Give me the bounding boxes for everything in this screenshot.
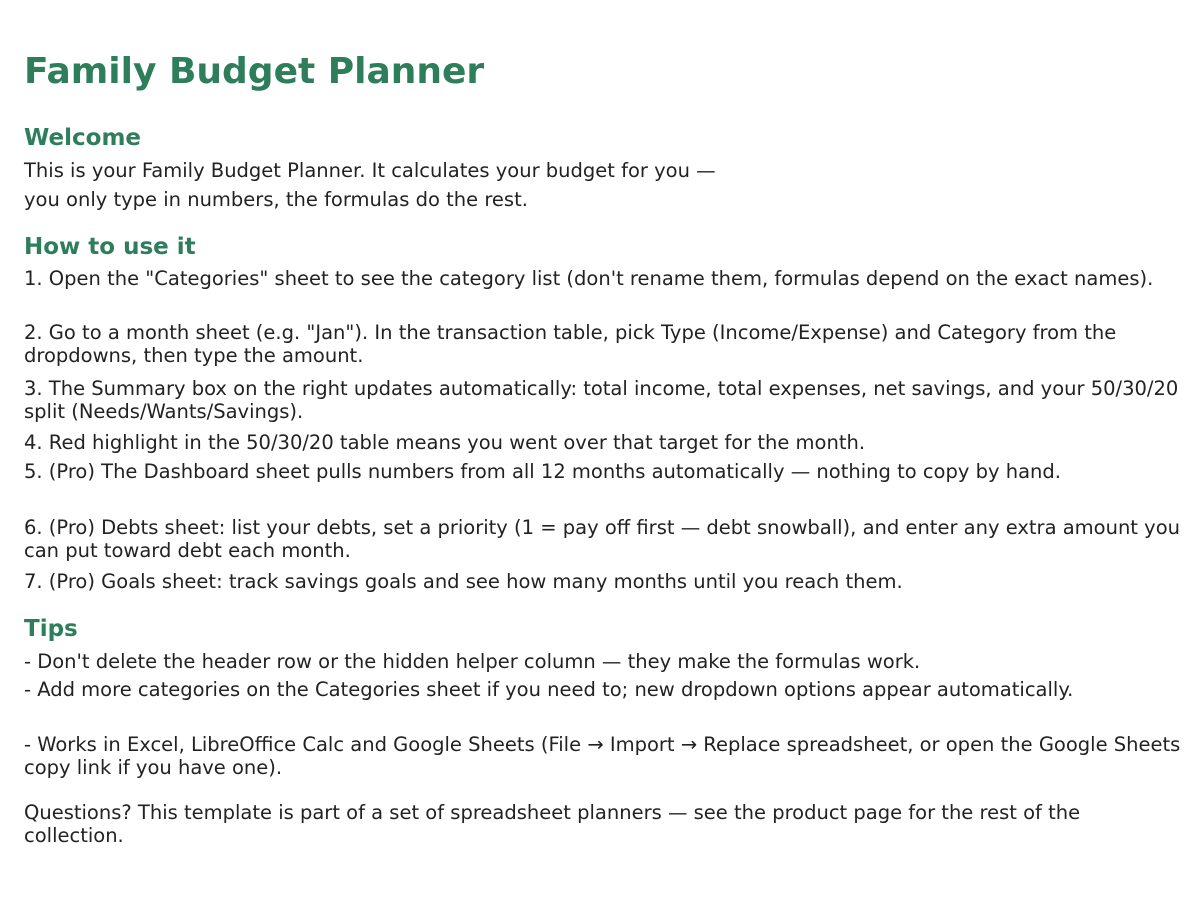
tip-item-2: - Add more categories on the Categories sheet if you need to; new dropdown options appear automatically. [24,678,1074,701]
how-to-step-3: 3. The Summary box on the right updates automatically: total income, total expenses, net savings, and your 50/30/20 split (Needs/Wants/Savings). [24,377,1179,423]
welcome-heading: Welcome [24,125,142,151]
tips-heading: Tips [24,616,78,642]
how-to-step-5: 5. (Pro) The Dashboard sheet pulls numbers from all 12 months automatically — nothing to copy by hand. [24,460,1061,483]
document-title: Family Budget Planner [24,51,485,92]
tip-item-3: - Works in Excel, LibreOffice Calc and Google Sheets (File → Import → Replace spreadsheet, or open the Google Sheets copy link if you have one). [24,733,1181,779]
how-to-step-4: 4. Red highlight in the 50/30/20 table means you went over that target for the month. [24,431,866,454]
tip-item-1: - Don't delete the header row or the hidden helper column — they make the formulas work. [24,650,921,673]
how-to-step-1: 1. Open the "Categories" sheet to see the category list (don't rename them, formulas depend on the exact names). [24,267,1154,290]
welcome-line-1: This is your Family Budget Planner. It calculates your budget for you — [24,159,716,182]
how-to-step-7: 7. (Pro) Goals sheet: track savings goals and see how many months until you reach them. [24,570,903,593]
how-to-step-6: 6. (Pro) Debts sheet: list your debts, set a priority (1 = pay off first — debt snowball), and enter any extra amount you can put toward debt each month. [24,516,1180,562]
footer-note: Questions? This template is part of a set of spreadsheet planners — see the product page for the rest of the collection. [24,801,1081,847]
how-to-step-2: 2. Go to a month sheet (e.g. "Jan"). In the transaction table, pick Type (Income/Expense) and Category from the dropdowns, then type the amount. [24,321,1117,367]
welcome-line-2: you only type in numbers, the formulas do the rest. [24,188,528,211]
how-to-heading: How to use it [24,234,196,260]
